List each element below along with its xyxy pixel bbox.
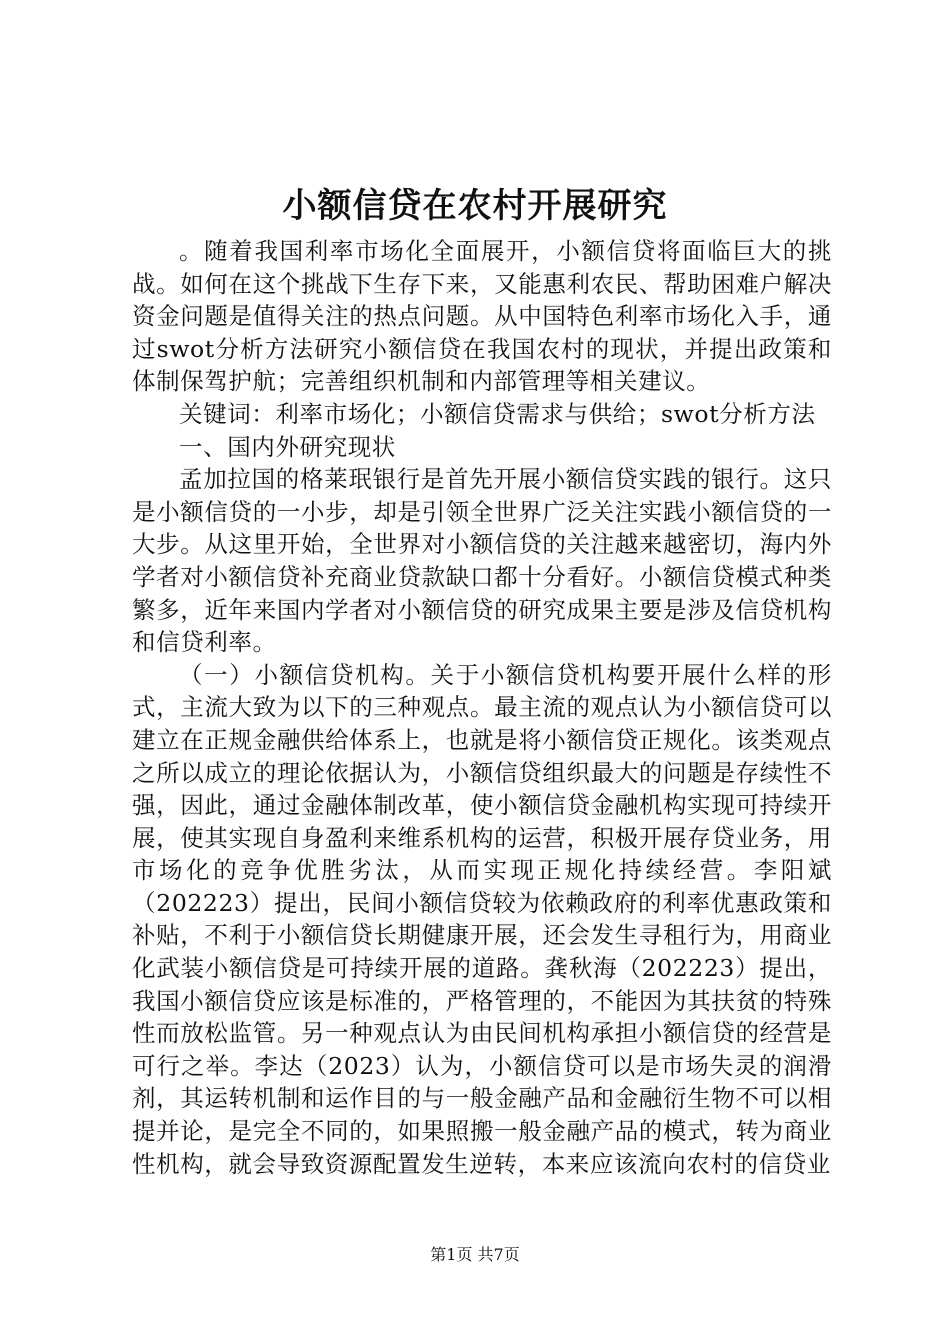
page-number-footer: 第1页 共7页 bbox=[430, 1245, 520, 1264]
abstract-paragraph: 。随着我国利率市场化全面展开，小额信贷将面临巨大的挑战。如何在这个挑战下生存下来，又能惠利农民、帮助困难户解决资金问题是值得关注的热点问题。从中国特色利率市场化入手，通过swot分析方法研究小额信贷在我国农村的现状，并提出政策和体制保驾护航；完善组织机制和内部管理等相关建议。 bbox=[132, 237, 832, 396]
body-paragraph: 孟加拉国的格莱珉银行是首先开展小额信贷实践的银行。这只是小额信贷的一小步，却是引领全世界广泛关注实践小额信贷的一大步。从这里开始，全世界对小额信贷的关注越来越密切，海内外学者对小额信贷补充商业贷款缺口都十分看好。小额信贷模式种类繁多，近年来国内学者对小额信贷的研究成果主要是涉及信贷机构和信贷利率。 bbox=[132, 465, 832, 657]
document-title: 小额信贷在农村开展研究 bbox=[282, 186, 668, 226]
keywords-paragraph: 关键词：利率市场化；小额信贷需求与供给；swot分析方法 bbox=[179, 399, 816, 428]
body-paragraph: （一）小额信贷机构。关于小额信贷机构要开展什么样的形式，主流大致为以下的三种观点。最主流的观点认为小额信贷可以建立在正规金融供给体系上，也就是将小额信贷正规化。该类观点之所以成立的理论依据认为，小额信贷组织最大的问题是存续性不强，因此，通过金融体制改革，使小额信贷金融机构实现可持续开展，使其实现自身盈利来维系机构的运营，积极开展存贷业务，用市场化的竞争优胜劣汰，从而实现正规化持续经营。李阳斌（202223）提出，民间小额信贷较为依赖政府的利率优惠政策和补贴，不利于小额信贷长期健康开展，还会发生寻租行为，用商业化武装小额信贷是可持续开展的道路。龚秋海（202223）提出，我国小额信贷应该是标准的，严格管理的，不能因为其扶贫的特殊性而放松监管。另一种观点认为由民间机构承担小额信贷的经营是可行之举。李达（2023）认为，小额信贷可以是市场失灵的润滑剂，其运转机制和运作目的与一般金融产品和金融衍生物不可以相提并论，是完全不同的，如果照搬一般金融产品的模式，转为商业性机构，就会导致资源配置发生逆转，本来应该流向农村的信贷业 bbox=[132, 660, 832, 1178]
section-heading: 一、国内外研究现状 bbox=[179, 432, 396, 461]
document-body bbox=[132, 235, 832, 1180]
